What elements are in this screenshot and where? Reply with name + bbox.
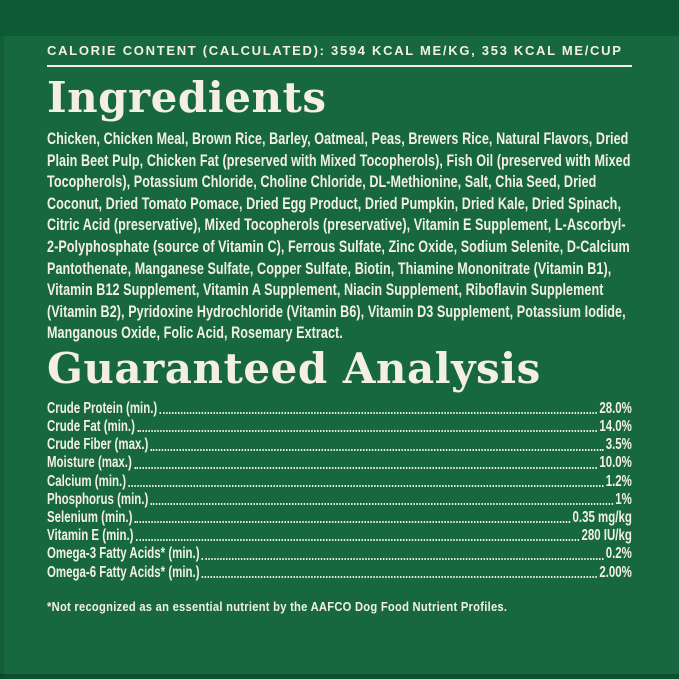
analysis-value: 3.5% <box>605 436 632 454</box>
analysis-value: 280 IU/kg <box>581 527 632 545</box>
dot-leader <box>202 576 597 578</box>
analysis-value: 1% <box>615 490 632 508</box>
ingredients-text: Chicken, Chicken Meal, Brown Rice, Barley, Oatmeal, Peas, Brewers Rice, Natural Flavors, Dried Plain Beet Pulp, Chicken Fat (preserved with Mixed Tocopherols), Fish Oil (preserved with Mixed Tocopherols), Potassium Chloride, Choline Chloride, DL-Methionine, Salt, Chia Seed, Dried Coconut, Dried Tomato Pomace, Dried Egg Product, Dried Pumpkin, Dried Kale, Dried Spinach, Citric Acid (preservative), Mixed Tocopherols (preservative), Vitamin E Supplement, L-Ascorbyl-2-Polyphosphate (source of Vitamin C), Ferrous Sulfate, Zinc Oxide, Sodium Selenite, D-Calcium Pantothenate, Manganese Sulfate, Copper Sulfate, Biotin, Thiamine Mononitrate (Vitamin B1), Vitamin B12 Supplement, Vitamin A Supplement, Niacin Supplement, Riboflavin Supplement (Vitamin B2), Pyridoxine Hydrochloride (Vitamin B6), Vitamin D3 Supplement, Potassium Iodide, Manganous Oxide, Folic Acid, Rosemary Extract. <box>47 129 631 343</box>
label-content <box>0 43 679 615</box>
analysis-label: Calcium (min.) <box>47 472 127 490</box>
analysis-row <box>47 491 632 509</box>
dot-leader <box>135 521 571 523</box>
analysis-value: 0.35 mg/kg <box>572 509 632 527</box>
aafco-footnote: *Not recognized as an essential nutrient by the AAFCO Dog Food Nutrient Profiles. <box>47 598 508 614</box>
analysis-value: 10.0% <box>599 454 632 472</box>
analysis-label: Crude Fiber (max.) <box>47 436 149 454</box>
calorie-content-line: CALORIE CONTENT (CALCULATED): 3594 KCAL ME/KG, 353 KCAL ME/CUP <box>47 43 623 58</box>
divider-line <box>47 65 632 67</box>
analysis-label: Omega-6 Fatty Acids* (min.) <box>47 563 200 581</box>
analysis-value: 28.0% <box>599 399 632 417</box>
analysis-row <box>47 564 632 582</box>
analysis-label: Moisture (max.) <box>47 454 132 472</box>
analysis-row <box>47 527 632 545</box>
analysis-row <box>47 455 632 473</box>
analysis-row <box>47 545 632 563</box>
dot-leader <box>134 467 597 469</box>
analysis-label: Selenium (min.) <box>47 509 133 527</box>
analysis-label: Omega-3 Fatty Acids* (min.) <box>47 545 200 563</box>
analysis-value: 14.0% <box>599 418 632 436</box>
analysis-label: Vitamin E (min.) <box>47 527 134 545</box>
dot-leader <box>137 430 597 432</box>
guaranteed-analysis-title: Guaranteed Analysis <box>47 343 541 393</box>
dot-leader <box>128 485 603 487</box>
analysis-label: Phosphorus (min.) <box>47 490 149 508</box>
dot-leader <box>151 503 614 505</box>
analysis-row <box>47 436 632 454</box>
analysis-value: 2.00% <box>599 563 632 581</box>
analysis-row <box>47 509 632 527</box>
analysis-value: 1.2% <box>605 472 632 490</box>
dot-leader <box>159 412 597 414</box>
analysis-row <box>47 418 632 436</box>
analysis-row <box>47 473 632 491</box>
dot-leader <box>136 539 580 541</box>
analysis-label: Crude Protein (min.) <box>47 399 158 417</box>
analysis-row <box>47 400 632 418</box>
analysis-label: Crude Fat (min.) <box>47 418 135 436</box>
analysis-value: 0.2% <box>605 545 632 563</box>
top-accent-strip <box>0 0 679 36</box>
analysis-table <box>47 400 632 582</box>
dot-leader <box>151 449 604 451</box>
dot-leader <box>202 558 604 560</box>
ingredients-title: Ingredients <box>47 73 327 122</box>
